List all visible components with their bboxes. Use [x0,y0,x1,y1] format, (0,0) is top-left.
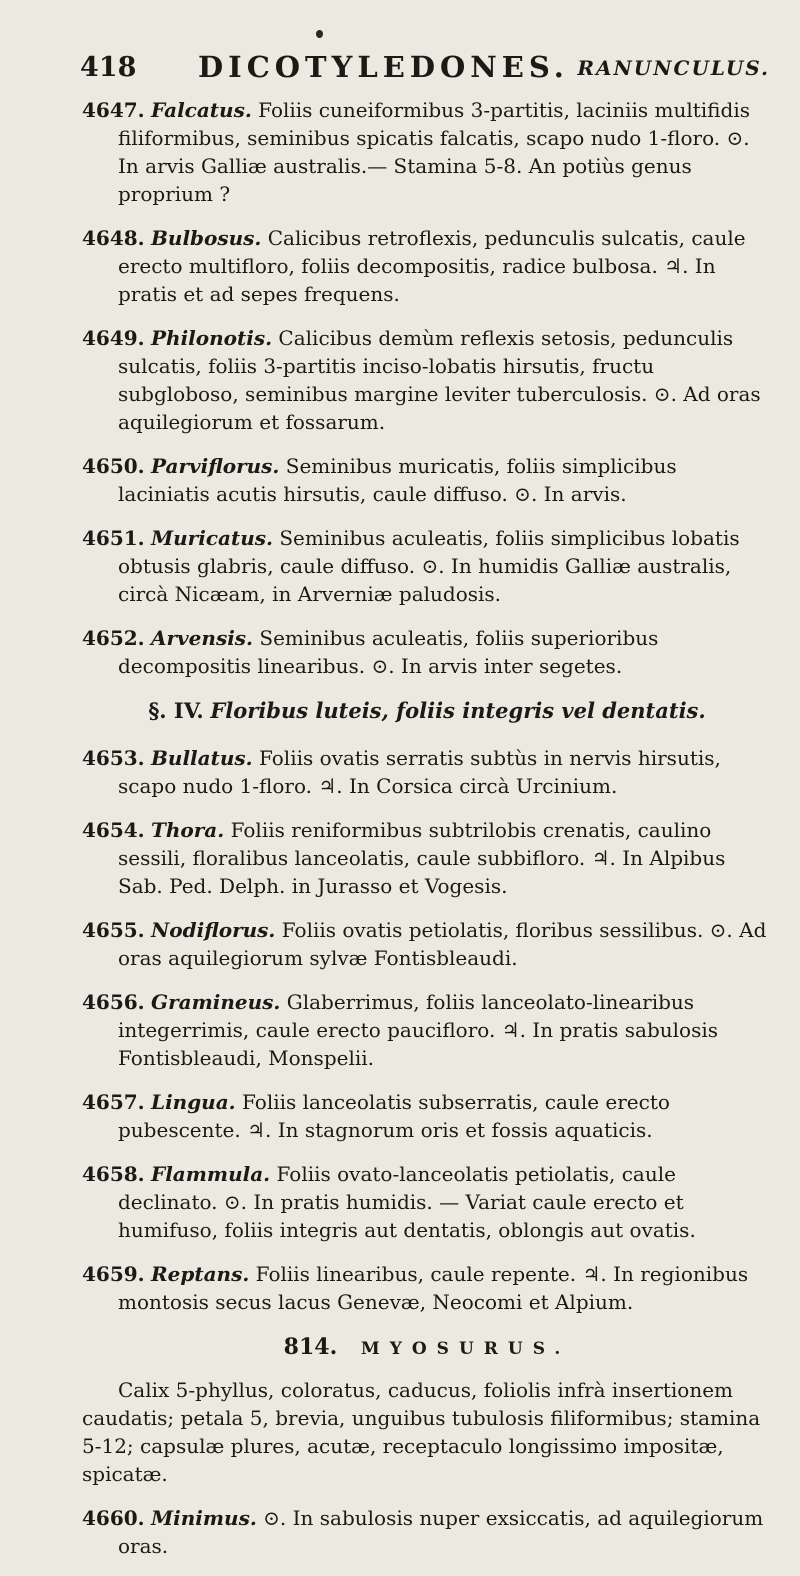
species-list-b [82,744,772,1316]
species-description: Foliis lanceolatis subserratis, caule erecto pubescente. ♃. In stagnorum oris et fossis aquaticis. [118,1090,670,1142]
species-name: Bullatus. [151,746,253,770]
species-list-c [82,1504,772,1560]
running-title: DICOTYLEDONES. [198,50,569,84]
species-entry [82,988,772,1072]
species-name: Falcatus. [151,98,252,122]
species-number: 4660. [82,1506,145,1530]
genus-name: MYOSURUS. [360,1339,571,1359]
species-description: Calicibus retroflexis, pedunculis sulcatis, caule erecto multifloro, foliis decompositis, radice bulbosa. ♃. In pratis et ad sepes frequens. [118,226,746,306]
species-entry [82,744,772,800]
species-number: 4649. [82,326,145,350]
species-name: Flammula. [151,1162,271,1186]
species-description: Foliis ovato-lanceolatis petiolatis, caule declinato. ⊙. In pratis humidis. — Variat caule erecto et humifuso, foliis integris aut dentatis, oblongis aut ovatis. [118,1162,696,1242]
species-name: Thora. [151,818,225,842]
species-number: 4656. [82,990,145,1014]
species-entry [82,324,772,436]
species-description: Calicibus demùm reflexis setosis, pedunculis sulcatis, foliis 3-partitis inciso-lobatis hirsutis, fructu subgloboso, seminibus margine leviter tuberculosis. ⊙. Ad oras aquilegiorum et fossarum. [118,326,761,434]
species-number: 4651. [82,526,145,550]
species-description: Seminibus muricatis, foliis simplicibus laciniatis acutis hirsutis, caule diffuso. ⊙. In arvis. [118,454,677,506]
species-description: Foliis reniformibus subtrilobis crenatis, caulino sessili, floralibus lanceolatis, caule subbifloro. ♃. In Alpibus Sab. Ped. Delph. in Jurasso et Vogesis. [118,818,726,898]
page-number: 418 [80,52,137,83]
species-number: 4648. [82,226,145,250]
species-entry [82,224,772,308]
section-title: Floribus luteis, foliis integris vel dentatis. [210,698,706,723]
species-description: ⊙. In sabulosis nuper exsiccatis, ad aquilegiorum oras. [118,1506,764,1558]
species-number: 4652. [82,626,145,650]
species-number: 4650. [82,454,145,478]
species-name: Gramineus. [151,990,281,1014]
page-body [82,96,772,1576]
genus-number: 814. [283,1334,338,1360]
genus-description: Calix 5-phyllus, coloratus, caducus, foliolis infrà insertionem caudatis; petala 5, brevia, unguibus tubulosis filiformibus; stamina 5-12; capsulæ plures, acutæ, receptaculo longissimo impositæ, spicatæ. [82,1378,761,1486]
species-description: Foliis ovatis petiolatis, floribus sessilibus. ⊙. Ad oras aquilegiorum sylvæ Fontisbleaudi. [118,918,767,970]
species-description: Glaberrimus, foliis lanceolato-linearibus integerrimis, caule erecto paucifloro. ♃. In pratis sabulosis Fontisbleaudi, Monspelii. [118,990,719,1070]
species-entry [82,1160,772,1244]
species-name: Bulbosus. [151,226,262,250]
species-entry [82,1260,772,1316]
species-name: Lingua. [151,1090,236,1114]
species-entry [82,96,772,208]
species-entry [82,916,772,972]
species-description: Foliis ovatis serratis subtùs in nervis hirsutis, scapo nudo 1-floro. ♃. In Corsica circà Urcinium. [118,746,721,798]
species-number: 4654. [82,818,145,842]
species-name: Philonotis. [151,326,273,350]
species-number: 4658. [82,1162,145,1186]
species-entry [82,624,772,680]
section-heading [82,696,772,726]
species-name: Arvensis. [151,626,254,650]
species-name: Parviflorus. [151,454,280,478]
species-entry [82,1088,772,1144]
species-name: Nodiflorus. [151,918,276,942]
ink-dot [316,30,323,38]
species-number: 4655. [82,918,145,942]
running-genus: RANUNCULUS. [577,56,770,80]
section-number: §. IV. [148,698,204,723]
species-description: Foliis linearibus, caule repente. ♃. In regionibus montosis secus lacus Genevæ, Neocomi et Alpium. [118,1262,749,1314]
species-entry [82,452,772,508]
species-number: 4659. [82,1262,145,1286]
species-number: 4653. [82,746,145,770]
species-description: Seminibus aculeatis, foliis superioribus decompositis linearibus. ⊙. In arvis inter segetes. [118,626,659,678]
running-header [80,50,770,92]
species-name: Reptans. [151,1262,250,1286]
genus-heading [82,1332,772,1364]
species-name: Minimus. [151,1506,257,1530]
species-number: 4647. [82,98,145,122]
species-entry [82,816,772,900]
species-entry [82,524,772,608]
species-description: Seminibus aculeatis, foliis simplicibus lobatis obtusis glabris, caule diffuso. ⊙. In humidis Galliæ australis, circà Nicæam, in Arverniæ paludosis. [118,526,740,606]
species-name: Muricatus. [151,526,273,550]
species-description: Foliis cuneiformibus 3-partitis, laciniis multifidis filiformibus, seminibus spicatis falcatis, scapo nudo 1-floro. ⊙. In arvis Galliæ australis.— Stamina 5-8. An potiùs genus proprium ? [118,98,750,206]
species-list-a [82,96,772,680]
species-entry [82,1504,772,1560]
species-number: 4657. [82,1090,145,1114]
